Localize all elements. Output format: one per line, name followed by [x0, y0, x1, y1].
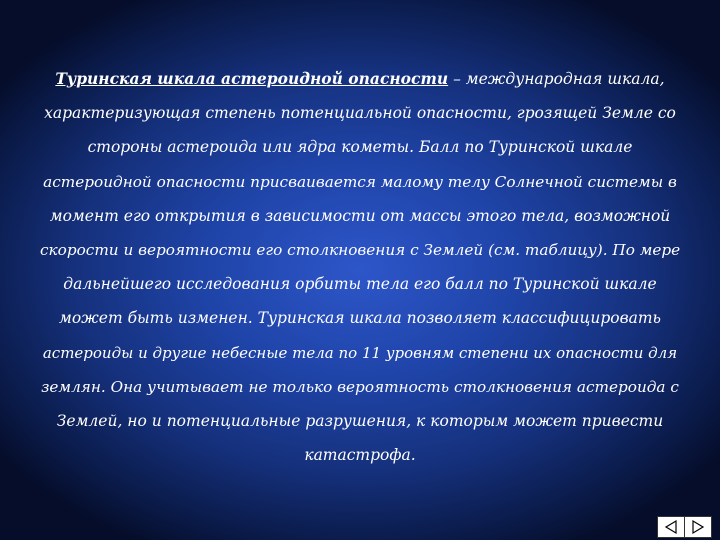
text-line: скорости и вероятности его столкновения с Землей (см. таблицу). По мере [40, 241, 681, 260]
text-line: может быть изменен. Туринская шкала позволяет классифицировать [58, 309, 661, 328]
text-line: характеризующая степень потенциальной опасности, грозящей Земле со [44, 104, 676, 123]
triangle-right-icon [690, 519, 706, 535]
text-line: астероидной опасности присваивается малому телу Солнечной системы в [43, 172, 677, 191]
previous-slide-button[interactable] [657, 516, 685, 538]
slide-body-text [40, 62, 680, 472]
text-line: Землей, но и потенциальные разрушения, к которым может привести [56, 412, 664, 431]
definition-term: Туринская шкала астероидной опасности [55, 69, 449, 88]
text-line: землян. Она учитывает не только вероятность столкновения астероида с [41, 377, 679, 396]
text-line: стороны астероида или ядра кометы. Балл по Туринской шкале [87, 138, 633, 157]
slide-navigation [658, 516, 712, 538]
text-line: дальнейшего исследования орбиты тела его балл по Туринской шкале [63, 275, 657, 294]
text-line: астероиды и другие небесные тела по 11 уровням степени их опасности для [42, 343, 678, 362]
text-line: момент его открытия в зависимости от массы этого тела, возможной [49, 206, 671, 225]
triangle-left-icon [663, 519, 679, 535]
definition-rest: – международная шкала, [448, 70, 665, 88]
next-slide-button[interactable] [684, 516, 712, 538]
text-line: катастрофа. [304, 446, 416, 465]
text-line-1 [40, 62, 680, 96]
